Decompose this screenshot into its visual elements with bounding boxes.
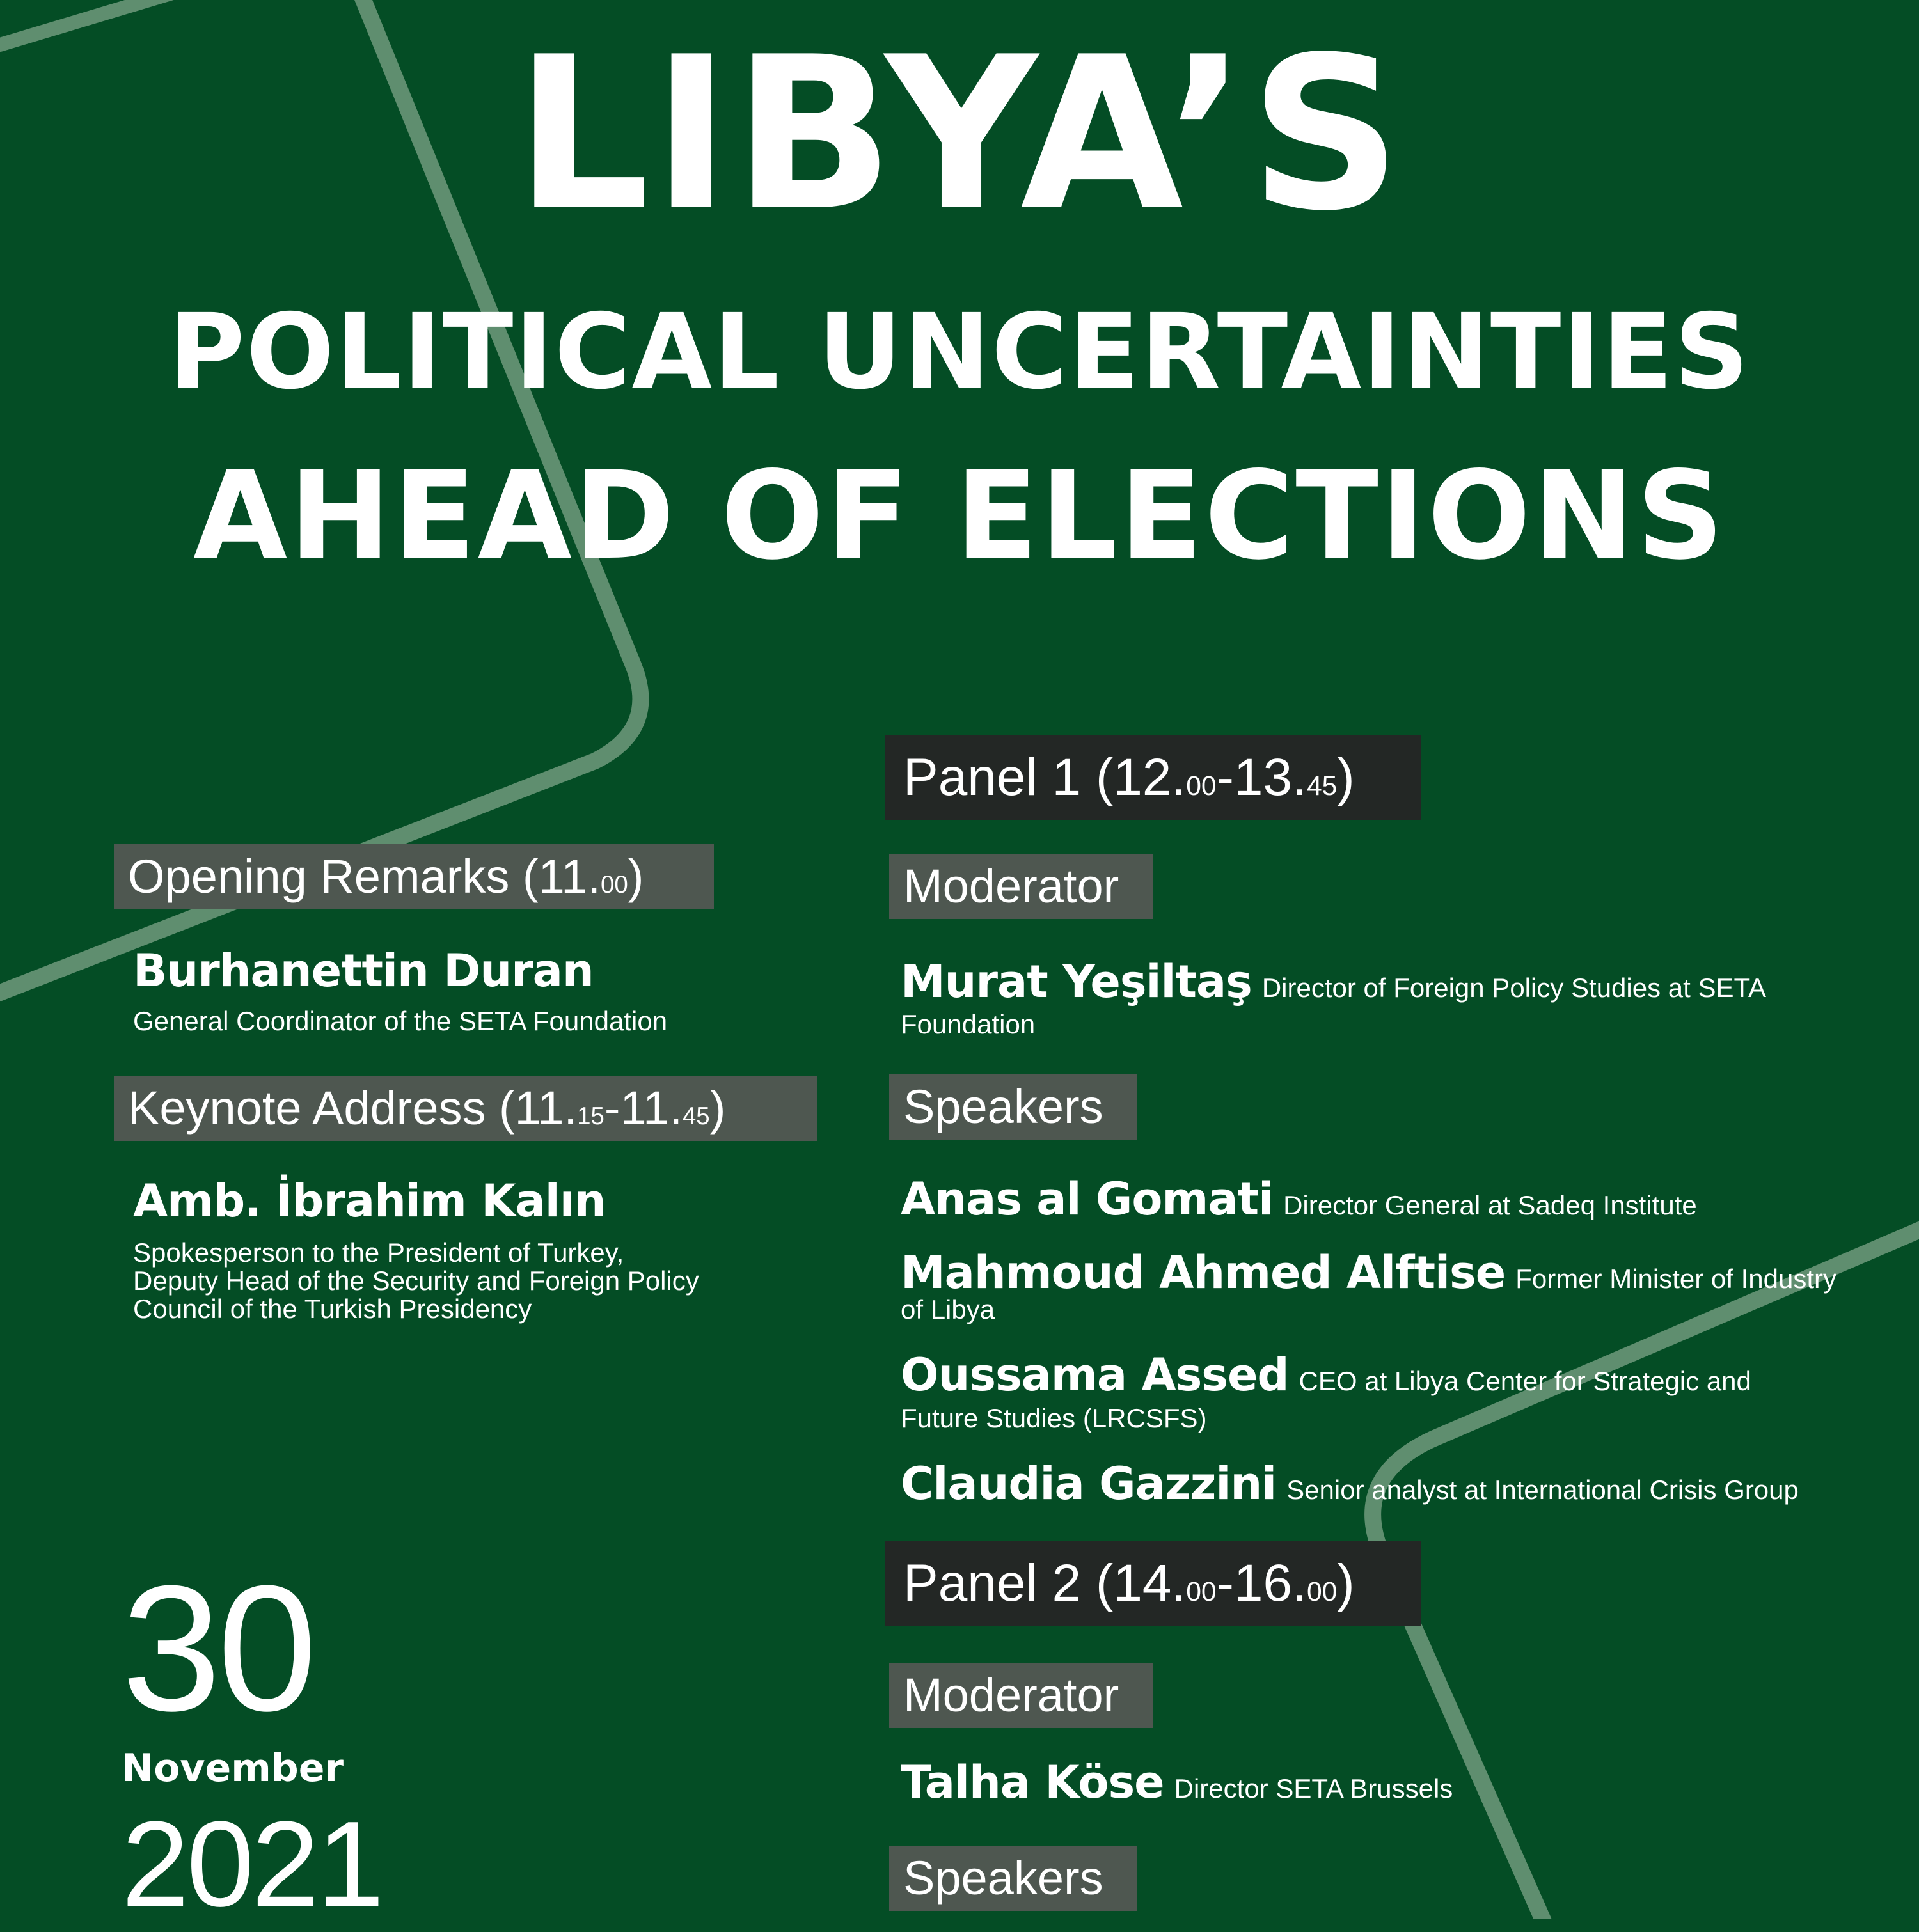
keynote-speaker-role-1: Spokesperson to the President of Turkey, bbox=[133, 1237, 624, 1268]
opening-speaker-name: Burhanettin Duran bbox=[133, 945, 594, 997]
panel-1-speaker-role-cont: of Libya bbox=[901, 1294, 995, 1324]
panel-1-speaker: Claudia Gazzini Senior analyst at International Crisis Group bbox=[901, 1457, 1799, 1510]
opening-remarks-label: Opening Remarks (11.00) bbox=[114, 844, 714, 909]
keynote-speaker-role-3: Council of the Turkish Presidency bbox=[133, 1294, 532, 1324]
panel-2-speakers-label: Speakers bbox=[889, 1846, 1137, 1911]
panel-1-moderator-label: Moderator bbox=[889, 854, 1153, 919]
panel-1-speaker: Mahmoud Ahmed Alftise Former Minister of Industry bbox=[901, 1246, 1836, 1299]
panel-2-moderator: Talha Köse Director SETA Brussels bbox=[901, 1756, 1453, 1809]
keynote-speaker-name: Amb. İbrahim Kalın bbox=[133, 1175, 606, 1227]
event-title-line-3: AHEAD OF ELECTIONS bbox=[193, 445, 1726, 586]
panel-1-speaker-role-cont: Future Studies (LRCSFS) bbox=[901, 1403, 1207, 1433]
panel-2-moderator-label: Moderator bbox=[889, 1663, 1153, 1728]
opening-speaker-role: General Coordinator of the SETA Foundation bbox=[133, 1006, 668, 1036]
keynote-speaker-role-2: Deputy Head of the Security and Foreign Policy bbox=[133, 1266, 699, 1296]
panel-1-speaker: Anas al Gomati Director General at Sadeq Institute bbox=[901, 1173, 1697, 1225]
panel-2-label: Panel 2 (14.00-16.00) bbox=[885, 1541, 1421, 1626]
panel-1-speaker: Oussama Assed CEO at Libya Center for Strategic and bbox=[901, 1349, 1751, 1401]
panel-1-moderator-role-cont: Foundation bbox=[901, 1009, 1036, 1039]
panel-1-speakers-label: Speakers bbox=[889, 1074, 1137, 1140]
keynote-address-label: Keynote Address (11.15-11.45) bbox=[114, 1076, 817, 1141]
event-month: November bbox=[122, 1746, 344, 1791]
event-year: 2021 bbox=[122, 1796, 382, 1932]
event-title-line-2: POLITICAL UNCERTAINTIES bbox=[168, 292, 1751, 412]
panel-1-label: Panel 1 (12.00-13.45) bbox=[885, 735, 1421, 820]
event-title-line-1: LIBYA’S bbox=[514, 12, 1405, 257]
event-day: 30 bbox=[122, 1549, 313, 1748]
panel-1-moderator: Murat Yeşiltaş Director of Foreign Policy Studies at SETA bbox=[901, 955, 1767, 1008]
